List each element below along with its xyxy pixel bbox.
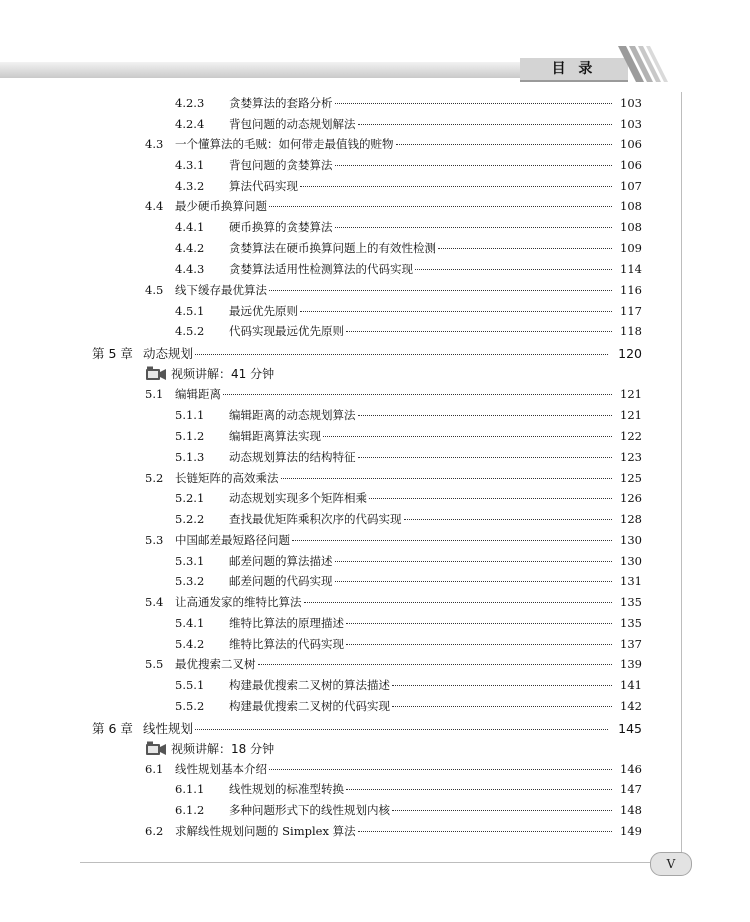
toc-entry-number: 5.2.1 (175, 491, 205, 505)
toc-dot-leader (346, 789, 612, 790)
toc-entry-row[interactable] (175, 677, 642, 693)
toc-entry-row[interactable] (175, 261, 642, 277)
toc-entry-title: 中国邮差最短路径问题 (175, 533, 290, 547)
toc-entry-title: 线性规划基本介绍 (175, 762, 267, 776)
toc-entry-page: 128 (620, 512, 642, 526)
toc-entry-page: 117 (620, 304, 642, 318)
toc-entry-row[interactable] (145, 656, 642, 672)
toc-entry-page: 145 (618, 721, 642, 736)
toc-entry-page: 123 (620, 450, 642, 464)
toc-dot-leader (346, 644, 612, 645)
toc-dot-leader (358, 831, 612, 832)
toc-entry-row[interactable] (145, 386, 642, 402)
toc-entry-page: 121 (620, 408, 642, 422)
toc-entry-title: 维特比算法的代码实现 (229, 637, 344, 651)
toc-entry-page: 141 (620, 678, 642, 692)
toc-dot-leader (269, 206, 612, 207)
toc-entry-row[interactable] (175, 615, 642, 631)
toc-dot-leader (404, 519, 613, 520)
toc-entry-title: 邮差问题的代码实现 (229, 574, 333, 588)
toc-dot-leader (396, 144, 613, 145)
toc-entry-row[interactable] (175, 449, 642, 465)
toc-entry-number: 5.3.1 (175, 554, 205, 568)
toc-entry-row[interactable] (175, 323, 642, 339)
toc-entry-row[interactable] (175, 428, 642, 444)
toc-entry-title: 维特比算法的原理描述 (229, 616, 344, 630)
toc-entry-title: 最优搜索二叉树 (175, 657, 256, 671)
toc-entry-number: 5.1.2 (175, 429, 205, 443)
toc-entry-number: 5.4.2 (175, 637, 205, 651)
toc-entry-number: 4.4.3 (175, 262, 205, 276)
toc-dot-leader (195, 354, 608, 355)
toc-entry-number: 6.1 (145, 762, 164, 776)
toc-entry-title: 背包问题的动态规划解法 (229, 117, 356, 131)
toc-entry-number: 4.4.2 (175, 241, 205, 255)
toc-entry-row[interactable] (145, 282, 642, 298)
toc-dot-leader (335, 561, 613, 562)
toc-entry-number: 4.3.1 (175, 158, 205, 172)
toc-entry-number: 第 5 章 (92, 346, 133, 361)
toc-entry-number: 6.1.1 (175, 782, 205, 796)
footer-rule (80, 862, 650, 863)
toc-entry-title: 查找最优矩阵乘积次序的代码实现 (229, 512, 402, 526)
toc-dot-leader (195, 729, 608, 730)
toc-entry-page: 103 (620, 96, 642, 110)
video-lecture-text: 视频讲解：41 分钟 (171, 367, 275, 381)
toc-entry-title: 动态规划实现多个矩阵相乘 (229, 491, 367, 505)
toc-entry-number: 5.4 (145, 595, 164, 609)
toc-entry-title: 最远优先原则 (229, 304, 298, 318)
toc-dot-leader (346, 331, 612, 332)
toc-entry-page: 142 (620, 699, 642, 713)
toc-dot-leader (392, 706, 612, 707)
toc-entry-title: 构建最优搜索二叉树的代码实现 (229, 699, 390, 713)
toc-entry-row[interactable] (175, 781, 642, 797)
toc-entry-page: 126 (620, 491, 642, 505)
toc-dot-leader (369, 498, 612, 499)
toc-entry-page: 148 (620, 803, 642, 817)
toc-entry-title: 编辑距离的动态规划算法 (229, 408, 356, 422)
toc-entry-row[interactable] (145, 594, 642, 610)
toc-dot-leader (438, 248, 612, 249)
toc-entry-title: 代码实现最远优先原则 (229, 324, 344, 338)
toc-entry-title: 线下缓存最优算法 (175, 283, 267, 297)
toc-entry-page: 149 (620, 824, 642, 838)
toc-entry-row[interactable] (175, 553, 642, 569)
toc-entry-number: 4.3.2 (175, 179, 205, 193)
toc-dot-leader (415, 269, 612, 270)
toc-entry-page: 135 (620, 595, 642, 609)
toc-entry-title: 背包问题的贪婪算法 (229, 158, 333, 172)
toc-dot-leader (281, 478, 613, 479)
header-label: 目 录 (520, 58, 628, 82)
toc-entry-number: 5.5 (145, 657, 164, 671)
toc-dot-leader (392, 810, 612, 811)
toc-entry-number: 6.1.2 (175, 803, 205, 817)
toc-entry-row[interactable] (145, 470, 642, 486)
toc-entry-row[interactable] (175, 490, 642, 506)
toc-entry-page: 120 (618, 346, 642, 361)
toc-dot-leader (269, 290, 612, 291)
toc-entry-row[interactable] (175, 802, 642, 818)
header-stripes-decoration (618, 46, 678, 82)
toc-entry-row[interactable] (145, 198, 642, 214)
toc-entry-row[interactable] (145, 823, 642, 839)
toc-entry-page: 114 (620, 262, 642, 276)
toc-dot-leader (300, 311, 612, 312)
toc-entry-row[interactable] (175, 636, 642, 652)
toc-entry-title: 算法代码实现 (229, 179, 298, 193)
toc-dot-leader (335, 165, 613, 166)
toc-entry-row[interactable] (175, 511, 642, 527)
toc-entry-page: 146 (620, 762, 642, 776)
toc-entry-title: 编辑距离 (175, 387, 221, 401)
toc-dot-leader (346, 623, 612, 624)
toc-entry-page: 125 (620, 471, 642, 485)
toc-entry-title: 编辑距离算法实现 (229, 429, 321, 443)
toc-entry-page: 109 (620, 241, 642, 255)
toc-entry-page: 107 (620, 179, 642, 193)
toc-dot-leader (335, 581, 613, 582)
toc-entry-title: 邮差问题的算法描述 (229, 554, 333, 568)
toc-entry-title: 长链矩阵的高效乘法 (175, 471, 279, 485)
toc-entry-row[interactable] (175, 407, 642, 423)
toc-entry-title: 最少硬币换算问题 (175, 199, 267, 213)
toc-entry-title: 贪婪算法适用性检测算法的代码实现 (229, 262, 413, 276)
toc-entry-page: 121 (620, 387, 642, 401)
toc-dot-leader (258, 664, 613, 665)
page-number: V (650, 852, 692, 876)
toc-entry-number: 5.1 (145, 387, 164, 401)
toc-entry-number: 5.3.2 (175, 574, 205, 588)
toc-entry-row[interactable] (175, 219, 642, 235)
toc-dot-leader (358, 124, 613, 125)
toc-entry-page: 135 (620, 616, 642, 630)
video-camera-icon (145, 366, 167, 382)
toc-entry-page: 108 (620, 220, 642, 234)
toc-dot-leader (392, 685, 612, 686)
toc-entry-page: 131 (620, 574, 642, 588)
toc-entry-row[interactable] (175, 178, 642, 194)
toc-entry-number: 5.4.1 (175, 616, 205, 630)
toc-entry-title: 求解线性规划问题的 Simplex 算法 (175, 824, 356, 838)
toc-entry-page: 106 (620, 158, 642, 172)
toc-dot-leader (269, 769, 612, 770)
video-lecture-text: 视频讲解：18 分钟 (171, 742, 275, 756)
toc-entry-row[interactable] (175, 240, 642, 256)
toc-entry-number: 第 6 章 (92, 721, 133, 736)
toc-entry-title: 构建最优搜索二叉树的算法描述 (229, 678, 390, 692)
toc-entry-number: 4.4.1 (175, 220, 205, 234)
toc-entry-page: 130 (620, 554, 642, 568)
toc-entry-page: 137 (620, 637, 642, 651)
toc-dot-leader (300, 186, 612, 187)
toc-entry-number: 5.5.2 (175, 699, 205, 713)
toc-entry-title: 动态规划算法的结构特征 (229, 450, 356, 464)
toc-entry-title: 贪婪算法在硬币换算问题上的有效性检测 (229, 241, 436, 255)
toc-entry-title: 贪婪算法的套路分析 (229, 96, 333, 110)
toc-entry-title: 动态规划 (143, 346, 194, 361)
toc-dot-leader (323, 436, 612, 437)
toc-entry-number: 5.5.1 (175, 678, 205, 692)
toc-entry-row[interactable] (145, 136, 642, 152)
toc-entry-page: 147 (620, 782, 642, 796)
toc-entry-row[interactable] (175, 303, 642, 319)
toc-chapter-row[interactable] (92, 719, 642, 737)
toc-dot-leader (292, 540, 612, 541)
video-lecture-note (145, 740, 274, 757)
toc-dot-leader (358, 415, 613, 416)
toc-entry-number: 4.3 (145, 137, 164, 151)
toc-entry-page: 130 (620, 533, 642, 547)
toc-entry-title: 线性规划的标准型转换 (229, 782, 344, 796)
toc-entry-page: 139 (620, 657, 642, 671)
toc-entry-number: 4.2.3 (175, 96, 205, 110)
toc-chapter-row[interactable] (92, 344, 642, 362)
toc-dot-leader (358, 457, 613, 458)
toc-entry-number: 4.5.2 (175, 324, 205, 338)
video-lecture-note (145, 365, 274, 382)
toc-entry-row[interactable] (145, 532, 642, 548)
toc-entry-row[interactable] (175, 573, 642, 589)
toc-entry-row[interactable] (175, 95, 642, 111)
toc-entry-title: 硬币换算的贪婪算法 (229, 220, 333, 234)
video-camera-icon (145, 741, 167, 757)
toc-entry-title: 让高通发家的维特比算法 (175, 595, 302, 609)
toc-entry-title: 一个懂算法的毛贼：如何带走最值钱的赃物 (175, 137, 394, 151)
toc-entry-page: 103 (620, 117, 642, 131)
toc-entry-number: 6.2 (145, 824, 164, 838)
toc-entry-title: 多种问题形式下的线性规划内核 (229, 803, 390, 817)
toc-entry-number: 5.2 (145, 471, 164, 485)
toc-entry-page: 108 (620, 199, 642, 213)
toc-entry-row[interactable] (175, 157, 642, 173)
toc-entry-page: 116 (620, 283, 642, 297)
toc-entry-number: 5.2.2 (175, 512, 205, 526)
toc-entry-title: 线性规划 (143, 721, 194, 736)
toc-entry-row[interactable] (175, 116, 642, 132)
right-margin-rule (681, 92, 682, 857)
toc-entry-number: 4.4 (145, 199, 164, 213)
toc-entry-number: 5.3 (145, 533, 164, 547)
toc-dot-leader (335, 227, 613, 228)
toc-entry-row[interactable] (145, 761, 642, 777)
toc-entry-number: 4.5 (145, 283, 164, 297)
toc-dot-leader (335, 103, 613, 104)
toc-entry-row[interactable] (175, 698, 642, 714)
toc-entry-number: 5.1.1 (175, 408, 205, 422)
toc-entry-page: 106 (620, 137, 642, 151)
toc-entry-number: 4.5.1 (175, 304, 205, 318)
toc-dot-leader (304, 602, 613, 603)
toc-dot-leader (223, 394, 612, 395)
toc-entry-page: 118 (620, 324, 642, 338)
toc-entry-number: 5.1.3 (175, 450, 205, 464)
toc-entry-page: 122 (620, 429, 642, 443)
toc-entry-number: 4.2.4 (175, 117, 205, 131)
